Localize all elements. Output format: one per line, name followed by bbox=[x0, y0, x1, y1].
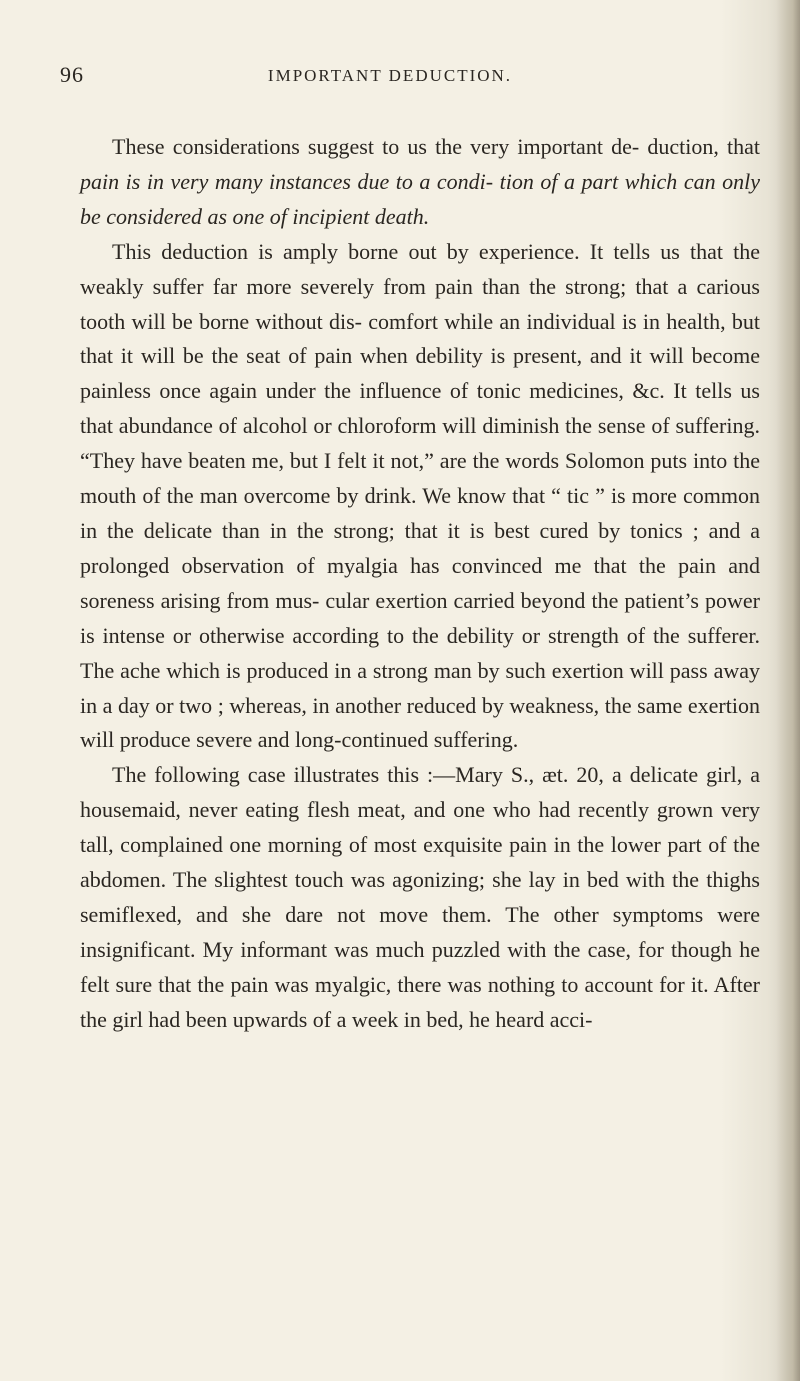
paragraph-3: The following case illustrates this :—Mary S., æt. 20, a delicate girl, a housemaid, never eating flesh meat, and one who had recently grown very tall, complained one morning of most exquisite pain in the lower part of the abdomen. The slightest touch was agonizing; she lay in bed with the thighs semiflexed, and she dare not move them. The other symptoms were insignificant. My informant was much puzzled with the case, for though he felt sure that the pain was myalgic, there was nothing to account for it. After the girl had been upwards of a week in bed, he heard acci- bbox=[80, 762, 760, 1032]
page-edge-shadow bbox=[776, 0, 800, 1381]
page-number: 96 bbox=[60, 62, 84, 87]
paragraph-1-intro: These considerations suggest to us the very important de- duction, that bbox=[112, 134, 760, 159]
paragraph-1-italic: pain is in very many instances due to a condi- tion of a part which can only be considered as one of incipient death. bbox=[80, 168, 760, 229]
page-header bbox=[60, 62, 720, 92]
running-head: IMPORTANT DEDUCTION. bbox=[267, 66, 513, 85]
paragraph-2: This deduction is amply borne out by experience. It tells us that the weakly suffer far more severely from pain than the strong; that a carious tooth will be borne without dis- comfort while an individual is in health, but that it will be the seat of pain when debility is present, and it will become painless once again under the influence of tonic medicines, &c. It tells us that abundance of alcohol or chloroform will diminish the sense of suffering. “They have beaten me, but I felt it not,” are the words Solomon puts into the mouth of the man overcome by drink. We know that “ tic ” is more common in the delicate than in the strong; that it is best cured by tonics ; and a prolonged observation of myalgia has convinced me that the pain and soreness arising from mus- cular exertion carried beyond the patient’s power is intense or otherwise according to the debility or strength of the sufferer. The ache which is produced in a strong man by such exertion will pass away in a day or two ; whereas, in another reduced by weakness, the same exertion will produce severe and long-continued suffering. bbox=[80, 238, 760, 753]
body-text bbox=[80, 130, 760, 1038]
paragraph-1 bbox=[80, 130, 760, 235]
